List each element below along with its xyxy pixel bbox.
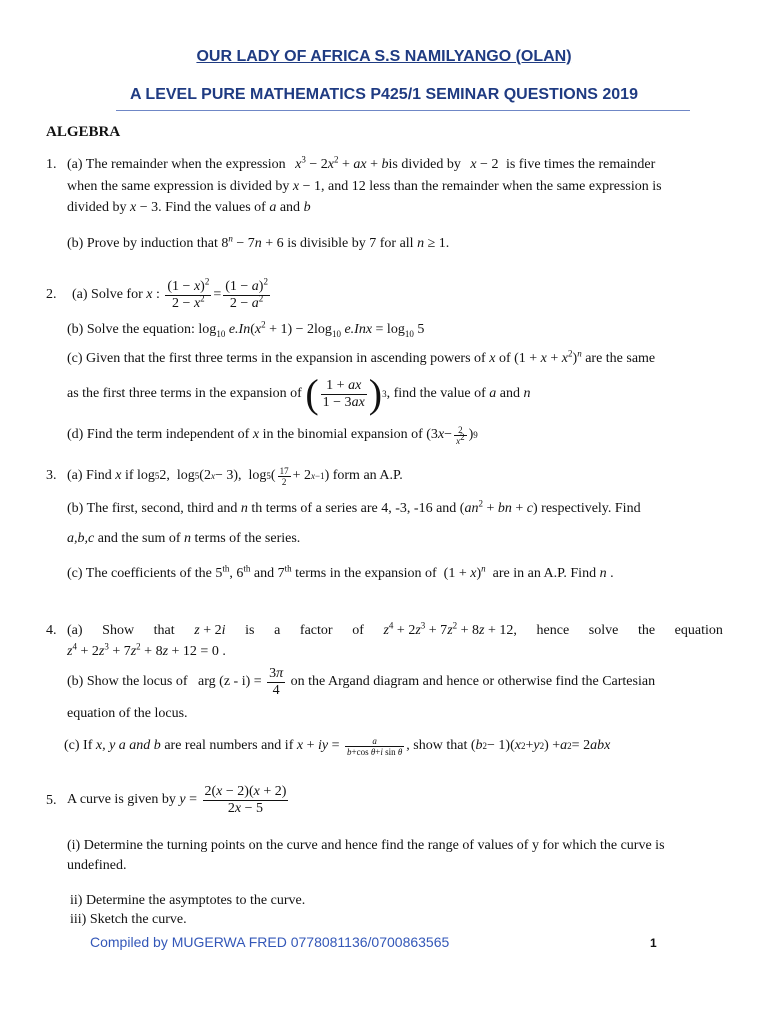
- q2-number: 2.: [46, 287, 57, 302]
- paper-title: A LEVEL PURE MATHEMATICS P425/1 SEMINAR QUESTIONS 2019: [130, 86, 638, 103]
- q3-a: (a) Find x if log 5 2, log 5 (2 x − 3), log 5 ( $\frac{17}{2}$ + 2 x−1 ) form an A.P.: [67, 465, 403, 487]
- q5-intro: A curve is given by y = $\frac{2(x - 2)(x + 2)}{2x - 5}$: [67, 783, 287, 816]
- q1-b: (b) Prove by induction that $8^n - 7n + 6$ is divisible by 7 for all n ≥ 1.: [67, 233, 450, 251]
- q4-b-line2: equation of the locus.: [67, 706, 188, 721]
- q2-c-line1: (c) Given that the first three terms in the expansion in ascending powers of x of $(1 + x + x^2)^n$ are the same: [67, 348, 656, 366]
- q5-part-i-line1: (i) Determine the turning points on the curve and hence find the range of values of y for which the curve is: [67, 838, 665, 853]
- q1-a-line2: when the same expression is divided by x − 1, and 12 less than the remainder when the same expression is: [67, 179, 662, 194]
- q3-number: 3.: [46, 468, 57, 483]
- q2-a: (a) Solve for x : $\frac{(1 - x)^2}{2 - x^2}$ = $\frac{(1 - a)^2}{2 - a^2}$: [72, 275, 268, 311]
- q5-part-i-line2: undefined.: [67, 858, 127, 873]
- q1-a-line3: divided by x − 3. Find the values of a and b: [67, 200, 311, 215]
- q3-b-line1: (b) The first, second, third and n th terms of a series are 4, -3, -16 and ($an^2$ + bn + c) respectively. Find: [67, 498, 641, 516]
- page-number: 1: [650, 936, 657, 950]
- header-rule: [116, 110, 690, 111]
- q3-b-line2: a,b,c and the sum of n terms of the series.: [67, 531, 301, 546]
- compiler-credit: Compiled by MUGERWA FRED 0778081136/0700863565: [90, 934, 450, 950]
- q4-number: 4.: [46, 623, 57, 638]
- q2-d: (d) Find the term independent of x in the binomial expansion of (3 x − $\frac{2}{x^2}$ ) 9: [67, 424, 478, 446]
- q5-part-iii: iii) Sketch the curve.: [70, 912, 187, 927]
- q5-part-ii: ii) Determine the asymptotes to the curve.: [70, 893, 306, 908]
- q3-c: (c) The coefficients of the 5th, 6th and 7th terms in the expansion of $(1 + x)^n$ are in an A.P. Find n .: [67, 563, 614, 581]
- q2-c-line2: as the first three terms in the expansion of ( $\frac{1 + ax}{1 - 3ax}$ ) 3 , find the value of a and n: [67, 371, 531, 416]
- q2-b: (b) Solve the equation: $\log_{10} e.In(x^2 + 1) - 2\log_{10}$ $e.Inx = \log_{10} 5$: [67, 319, 425, 339]
- section-heading: ALGEBRA: [46, 124, 121, 140]
- q4-a-line1: (a) Show that z + 2i is a factor of $z^4 + 2z^3 + 7z^2 + 8z + 12$, hence solve the equation: [67, 620, 723, 638]
- school-title: OUR LADY OF AFRICA S.S NAMILYANGO (OLAN): [196, 48, 572, 65]
- q5-number: 5.: [46, 793, 57, 808]
- q1-a-line1: (a) The remainder when the expression $x^3 - 2x^2$ + ax + bis divided by x − 2 is five times the remainder: [67, 154, 656, 172]
- q4-a-line2: $z^4 + 2z^3 + 7z^2 + 8z + 12 = 0$ .: [67, 641, 226, 659]
- q4-b-line1: (b) Show the locus of arg (z - i) = $\frac{3\pi}{4}$ on the Argand diagram and hence or otherwise find the Cartesian: [67, 665, 656, 698]
- q1-number: 1.: [46, 157, 57, 172]
- q4-c: (c) If x, y a and b are real numbers and if x + iy = $\frac{a}{\text{b+cos θ+i sin θ}}$ , show that ( b 2 − 1)( x 2 + y 2 ) + a 2 = 2 abx: [64, 735, 611, 757]
